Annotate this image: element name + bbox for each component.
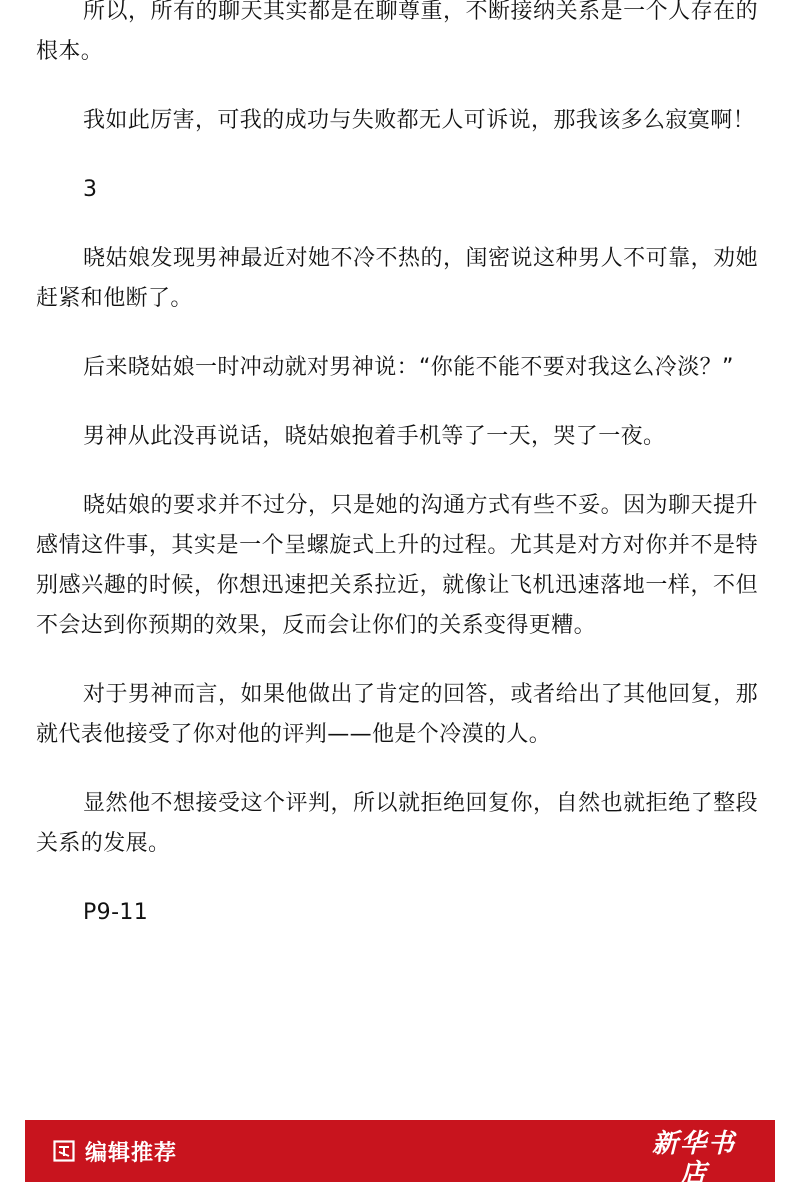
paragraph-6: 晓姑娘的要求并不过分，只是她的沟通方式有些不妥。因为聊天提升感情这件事，其实是一个呈螺旋式上升的过程。尤其是对方对你并不是特别感兴趣的时候，你想迅速把关系拉近，就像让飞机迅速落地一样，不但不会达到你预期的效果，反而会让你们的关系变得更糟。 bbox=[36, 493, 758, 638]
paragraph-3: 晓姑娘发现男神最近对她不冷不热的，闺密说这种男人不可靠，劝她赶紧和他断了。 bbox=[36, 246, 758, 311]
banner-title: 编辑推荐 bbox=[85, 1140, 178, 1166]
page-reference: P9-11 bbox=[83, 900, 149, 925]
paragraph-5: 男神从此没再说话，晓姑娘抱着手机等了一天，哭了一夜。 bbox=[83, 424, 666, 449]
article-body bbox=[36, 0, 758, 962]
paragraph-2: 我如此厉害，可我的成功与失败都无人可诉说，那我该多么寂寞啊！ bbox=[83, 108, 756, 133]
logo-chinese-text: 新华书店 bbox=[651, 1129, 736, 1189]
paragraph-7: 对于男神而言，如果他做出了肯定的回答，或者给出了其他回复，那就代表他接受了你对他的评判——他是个冷漠的人。 bbox=[36, 682, 758, 747]
xinhua-bookstore-logo bbox=[639, 1129, 749, 1198]
logo-english-text: XINHUA BOOKSTORE bbox=[639, 1189, 748, 1198]
paragraph-4: 后来晓姑娘一时冲动就对男神说：“你能不能不要对我这么冷淡？” bbox=[83, 355, 734, 380]
paragraph-1: 所以，所有的聊天其实都是在聊尊重，不断接纳关系是一个人存在的根本。 bbox=[36, 0, 758, 64]
editor-recommend-banner bbox=[25, 1120, 775, 1198]
box-icon bbox=[53, 1140, 75, 1162]
section-number: 3 bbox=[83, 177, 98, 202]
paragraph-8: 显然他不想接受这个评判，所以就拒绝回复你，自然也就拒绝了整段关系的发展。 bbox=[36, 791, 758, 856]
